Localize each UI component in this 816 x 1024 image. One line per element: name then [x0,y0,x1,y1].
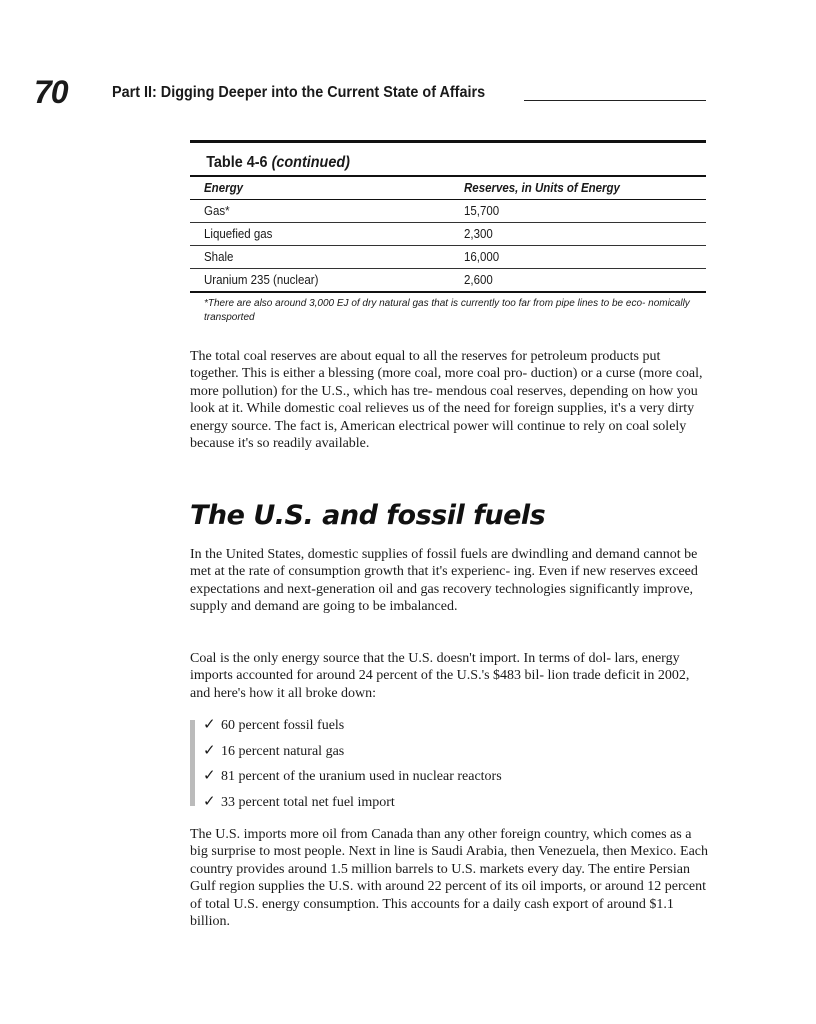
table-cell-energy: Uranium 235 (nuclear) [204,273,319,287]
table-header-row [190,177,706,200]
table-footnote: *There are also around 3,000 EJ of dry natural gas that is currently too far from pipe lines to be eco- nomically transported [204,298,690,323]
column-header-reserves: Reserves, in Units of Energy [464,181,620,195]
table-caption-label: Table 4-6 [206,154,268,171]
running-head: Part II: Digging Deeper into the Current State of Affairs [112,84,486,101]
check-icon: ✓ [203,766,216,784]
table-cell-reserves: 15,700 [464,204,500,218]
table-cell-reserves: 2,600 [464,273,493,287]
table-cell-energy: Gas* [204,204,230,218]
table-cell-energy: Liquefied gas [204,227,273,241]
list-item [203,738,502,764]
page-header [34,68,706,108]
page-number: 70 [34,74,68,110]
table-caption [190,143,654,175]
paragraph-energy-imports: Coal is the only energy source that the U.S. doesn't import. In terms of dol- lars, energy imports accounted for around 24 percent of the U.S.'s $483 bil- lion trade deficit in 2002, and here's how it all broke down: [190,651,690,701]
table-cell-reserves: 16,000 [464,250,500,264]
table-cell-energy: Shale [204,250,234,264]
table-row [190,200,706,223]
check-icon: ✓ [203,740,216,759]
list-item-text: 16 percent natural gas [221,743,345,759]
paragraph-oil-imports: The U.S. imports more oil from Canada than any other foreign country, which comes as a big surprise to most people. Next in line is Saudi Arabia, then Venezuela, then Mexico. Each country provides around 1.5 million barrels to U.S. markets every day. The entire Persian Gulf region supplies the U.S. with around 22 percent of its oil imports, or around 12 percent of total U.S. energy consumption. This accounts for a daily cash export of around $1.1 billion. [190,827,709,930]
paragraph-coal-reserves: The total coal reserves are about equal to all the reserves for petroleum products put together. This is either a blessing (more coal, more coal pro- duction) or a curse (more coal, more pollution) for the U.S., which has tre- mendous coal reserves, depending on how you look at it. While domestic coal relieves us of the need for foreign supplies, it's a very dirty energy source. The fact is, American electrical power will continue to rely on coal solely because it's so readily available. [190,349,703,452]
table-row [190,269,706,293]
reserves-table [190,140,706,325]
list-item [203,763,502,789]
paragraph-us-supplies: In the United States, domestic supplies of fossil fuels are dwindling and demand cannot be met at the rate of consumption growth that it's experienc- ing. Even if new reserves exceed expectations and next-generation oil and gas recovery technologies significantly improve, supply and demand are going to be imbalanced. [190,547,698,615]
table-row [190,246,706,269]
import-breakdown-list [203,712,502,814]
column-header-energy: Energy [204,181,243,195]
list-sidebar-bar [190,720,195,806]
check-icon: ✓ [203,715,216,733]
table-caption-suffix: (continued) [271,154,350,171]
list-item-text: 60 percent fossil fuels [221,718,345,733]
section-heading: The U.S. and fossil fuels [190,500,546,531]
list-item [203,712,502,738]
table-row [190,223,706,246]
header-rule [524,100,706,101]
list-item-text: 33 percent total net fuel import [221,794,395,810]
table-cell-reserves: 2,300 [464,227,493,241]
list-item-text: 81 percent of the uranium used in nuclear reactors [221,769,502,784]
check-icon: ✓ [203,791,216,810]
list-item [203,789,502,815]
